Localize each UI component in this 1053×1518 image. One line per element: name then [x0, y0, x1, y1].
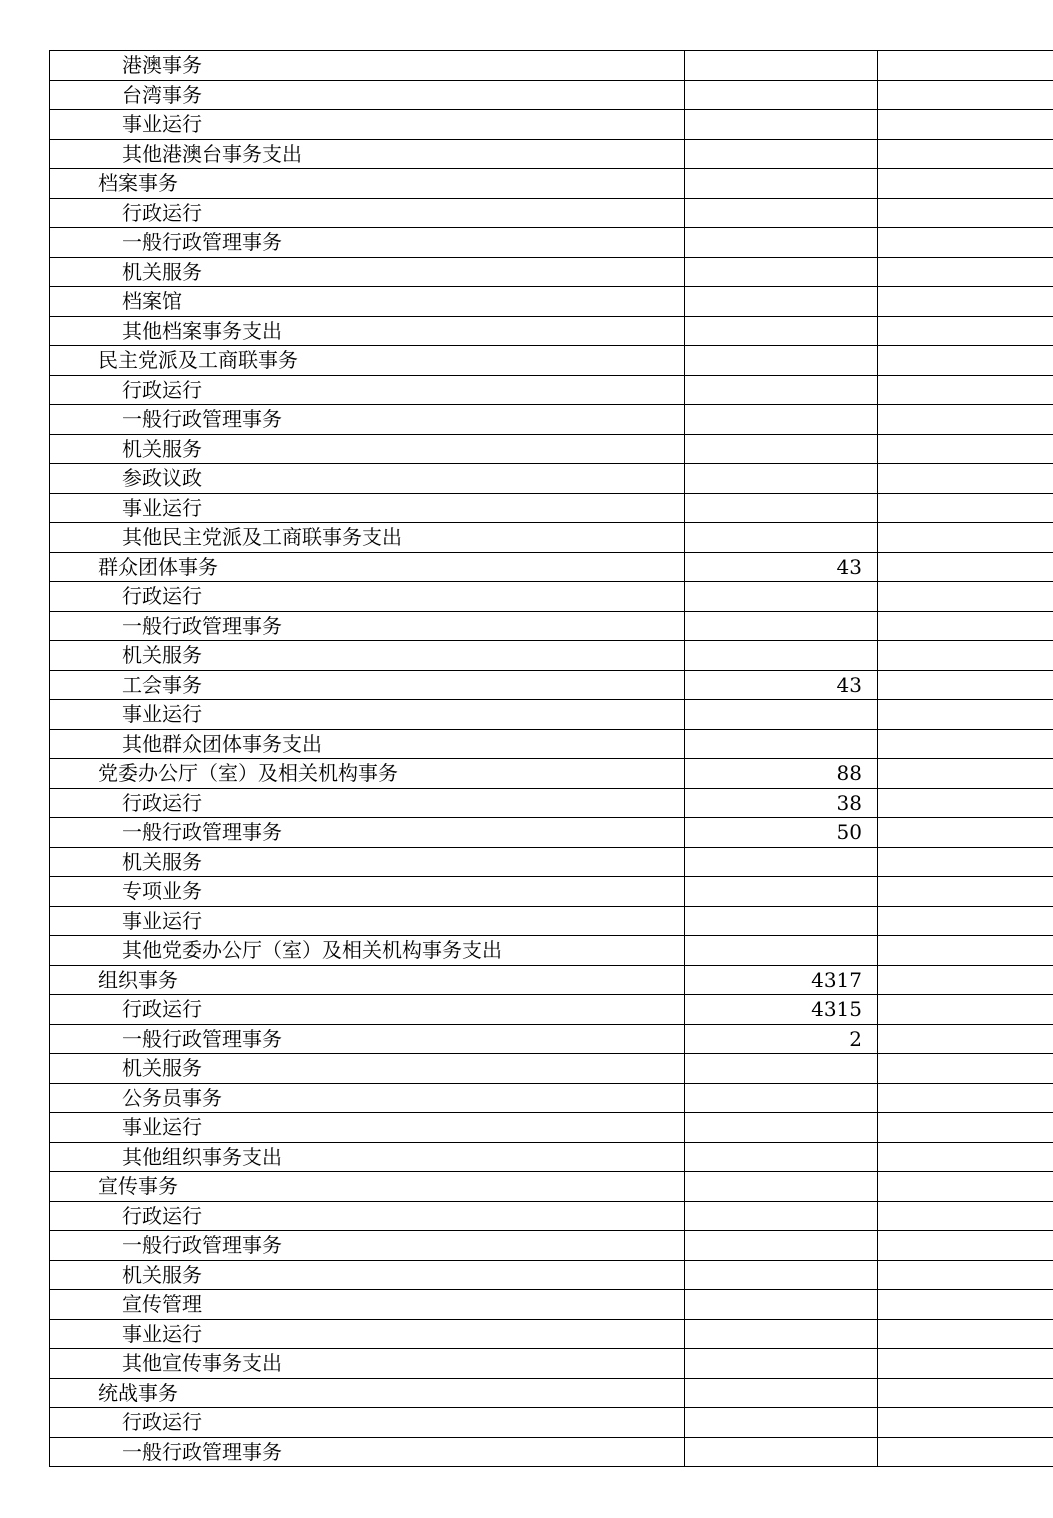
table-row	[50, 257, 1053, 287]
table-row	[50, 611, 1053, 641]
extra-cell	[878, 287, 1053, 317]
amount-cell	[685, 198, 878, 228]
extra-cell	[878, 700, 1053, 730]
item-name-cell: 宣传管理	[50, 1290, 685, 1320]
item-name-cell: 宣传事务	[50, 1172, 685, 1202]
item-name-cell: 行政运行	[50, 995, 685, 1025]
item-name-cell: 一般行政管理事务	[50, 1024, 685, 1054]
table-row	[50, 847, 1053, 877]
table-row	[50, 1349, 1053, 1379]
table-row	[50, 788, 1053, 818]
extra-cell	[878, 1231, 1053, 1261]
table-row	[50, 1319, 1053, 1349]
extra-cell	[878, 169, 1053, 199]
amount-cell: 50	[685, 818, 878, 848]
amount-cell	[685, 700, 878, 730]
extra-cell	[878, 1319, 1053, 1349]
amount-cell	[685, 257, 878, 287]
extra-cell	[878, 1142, 1053, 1172]
extra-cell	[878, 1083, 1053, 1113]
table-row	[50, 493, 1053, 523]
amount-cell	[685, 582, 878, 612]
amount-cell	[685, 1290, 878, 1320]
item-name-cell: 专项业务	[50, 877, 685, 907]
item-name-cell: 行政运行	[50, 788, 685, 818]
amount-cell	[685, 1113, 878, 1143]
amount-cell	[685, 1319, 878, 1349]
item-name-cell: 一般行政管理事务	[50, 818, 685, 848]
table-row	[50, 1083, 1053, 1113]
extra-cell	[878, 936, 1053, 966]
table-row	[50, 1142, 1053, 1172]
amount-cell	[685, 1142, 878, 1172]
extra-cell	[878, 493, 1053, 523]
table-row	[50, 405, 1053, 435]
amount-cell: 4315	[685, 995, 878, 1025]
extra-cell	[878, 228, 1053, 258]
item-name-cell: 其他组织事务支出	[50, 1142, 685, 1172]
amount-cell	[685, 1172, 878, 1202]
extra-cell	[878, 552, 1053, 582]
item-name-cell: 一般行政管理事务	[50, 611, 685, 641]
amount-cell	[685, 1260, 878, 1290]
amount-cell	[685, 1349, 878, 1379]
extra-cell	[878, 641, 1053, 671]
item-name-cell: 事业运行	[50, 1319, 685, 1349]
amount-cell: 88	[685, 759, 878, 789]
item-name-cell: 工会事务	[50, 670, 685, 700]
item-name-cell: 机关服务	[50, 434, 685, 464]
extra-cell	[878, 346, 1053, 376]
table-row	[50, 346, 1053, 376]
table-row	[50, 228, 1053, 258]
extra-cell	[878, 611, 1053, 641]
amount-cell	[685, 1054, 878, 1084]
item-name-cell: 事业运行	[50, 906, 685, 936]
item-name-cell: 事业运行	[50, 110, 685, 140]
item-name-cell: 一般行政管理事务	[50, 228, 685, 258]
table-row	[50, 1378, 1053, 1408]
extra-cell	[878, 847, 1053, 877]
table-row	[50, 80, 1053, 110]
extra-cell	[878, 464, 1053, 494]
amount-cell	[685, 228, 878, 258]
extra-cell	[878, 80, 1053, 110]
amount-cell: 2	[685, 1024, 878, 1054]
table-row	[50, 582, 1053, 612]
amount-cell	[685, 287, 878, 317]
expenditure-table	[49, 50, 1053, 1467]
table-row	[50, 759, 1053, 789]
table-row	[50, 1437, 1053, 1467]
item-name-cell: 统战事务	[50, 1378, 685, 1408]
extra-cell	[878, 995, 1053, 1025]
item-name-cell: 事业运行	[50, 700, 685, 730]
table-row	[50, 434, 1053, 464]
extra-cell	[878, 670, 1053, 700]
item-name-cell: 一般行政管理事务	[50, 1231, 685, 1261]
extra-cell	[878, 729, 1053, 759]
item-name-cell: 公务员事务	[50, 1083, 685, 1113]
amount-cell	[685, 80, 878, 110]
extra-cell	[878, 1378, 1053, 1408]
extra-cell	[878, 405, 1053, 435]
amount-cell	[685, 1437, 878, 1467]
item-name-cell: 机关服务	[50, 847, 685, 877]
item-name-cell: 行政运行	[50, 375, 685, 405]
table-row	[50, 906, 1053, 936]
extra-cell	[878, 1113, 1053, 1143]
table-row	[50, 641, 1053, 671]
extra-cell	[878, 139, 1053, 169]
amount-cell	[685, 405, 878, 435]
amount-cell	[685, 729, 878, 759]
table-row	[50, 552, 1053, 582]
amount-cell	[685, 1201, 878, 1231]
item-name-cell: 其他党委办公厅（室）及相关机构事务支出	[50, 936, 685, 966]
extra-cell	[878, 375, 1053, 405]
item-name-cell: 台湾事务	[50, 80, 685, 110]
extra-cell	[878, 51, 1053, 81]
table-row	[50, 1054, 1053, 1084]
table-row	[50, 995, 1053, 1025]
extra-cell	[878, 1349, 1053, 1379]
extra-cell	[878, 1408, 1053, 1438]
amount-cell	[685, 493, 878, 523]
amount-cell	[685, 936, 878, 966]
table-row	[50, 877, 1053, 907]
table-row	[50, 700, 1053, 730]
item-name-cell: 机关服务	[50, 1054, 685, 1084]
table-row	[50, 316, 1053, 346]
item-name-cell: 其他民主党派及工商联事务支出	[50, 523, 685, 553]
table-row	[50, 1231, 1053, 1261]
item-name-cell: 行政运行	[50, 1408, 685, 1438]
table-row	[50, 1172, 1053, 1202]
item-name-cell: 档案馆	[50, 287, 685, 317]
item-name-cell: 机关服务	[50, 257, 685, 287]
table-body	[50, 51, 1053, 1467]
extra-cell	[878, 316, 1053, 346]
table-row	[50, 670, 1053, 700]
item-name-cell: 一般行政管理事务	[50, 405, 685, 435]
table-row	[50, 110, 1053, 140]
table-row	[50, 287, 1053, 317]
extra-cell	[878, 965, 1053, 995]
extra-cell	[878, 257, 1053, 287]
item-name-cell: 其他档案事务支出	[50, 316, 685, 346]
extra-cell	[878, 1201, 1053, 1231]
item-name-cell: 事业运行	[50, 493, 685, 523]
table-row	[50, 1024, 1053, 1054]
item-name-cell: 行政运行	[50, 198, 685, 228]
extra-cell	[878, 1172, 1053, 1202]
item-name-cell: 参政议政	[50, 464, 685, 494]
extra-cell	[878, 110, 1053, 140]
item-name-cell: 其他宣传事务支出	[50, 1349, 685, 1379]
extra-cell	[878, 198, 1053, 228]
table-row	[50, 965, 1053, 995]
item-name-cell: 群众团体事务	[50, 552, 685, 582]
extra-cell	[878, 1290, 1053, 1320]
amount-cell	[685, 906, 878, 936]
extra-cell	[878, 1437, 1053, 1467]
table-row	[50, 375, 1053, 405]
item-name-cell: 机关服务	[50, 641, 685, 671]
amount-cell	[685, 523, 878, 553]
item-name-cell: 行政运行	[50, 582, 685, 612]
amount-cell	[685, 434, 878, 464]
table-row	[50, 1290, 1053, 1320]
extra-cell	[878, 582, 1053, 612]
table-row	[50, 1201, 1053, 1231]
table-row	[50, 1260, 1053, 1290]
amount-cell: 4317	[685, 965, 878, 995]
extra-cell	[878, 1260, 1053, 1290]
extra-cell	[878, 906, 1053, 936]
amount-cell	[685, 1408, 878, 1438]
amount-cell	[685, 110, 878, 140]
item-name-cell: 民主党派及工商联事务	[50, 346, 685, 376]
amount-cell: 38	[685, 788, 878, 818]
amount-cell	[685, 139, 878, 169]
amount-cell	[685, 641, 878, 671]
table-row	[50, 1113, 1053, 1143]
amount-cell	[685, 1231, 878, 1261]
extra-cell	[878, 877, 1053, 907]
extra-cell	[878, 818, 1053, 848]
amount-cell	[685, 464, 878, 494]
table-row	[50, 936, 1053, 966]
item-name-cell: 组织事务	[50, 965, 685, 995]
item-name-cell: 其他港澳台事务支出	[50, 139, 685, 169]
amount-cell	[685, 877, 878, 907]
item-name-cell: 其他群众团体事务支出	[50, 729, 685, 759]
item-name-cell: 一般行政管理事务	[50, 1437, 685, 1467]
extra-cell	[878, 759, 1053, 789]
item-name-cell: 机关服务	[50, 1260, 685, 1290]
table-row	[50, 523, 1053, 553]
amount-cell	[685, 611, 878, 641]
table-row	[50, 51, 1053, 81]
amount-cell	[685, 316, 878, 346]
item-name-cell: 港澳事务	[50, 51, 685, 81]
amount-cell	[685, 1083, 878, 1113]
amount-cell	[685, 847, 878, 877]
item-name-cell: 党委办公厅（室）及相关机构事务	[50, 759, 685, 789]
table-row	[50, 1408, 1053, 1438]
amount-cell	[685, 375, 878, 405]
amount-cell	[685, 169, 878, 199]
amount-cell: 43	[685, 552, 878, 582]
extra-cell	[878, 434, 1053, 464]
table-row	[50, 818, 1053, 848]
table-row	[50, 169, 1053, 199]
amount-cell	[685, 346, 878, 376]
extra-cell	[878, 1024, 1053, 1054]
extra-cell	[878, 523, 1053, 553]
table-row	[50, 729, 1053, 759]
amount-cell	[685, 1378, 878, 1408]
extra-cell	[878, 788, 1053, 818]
table-row	[50, 198, 1053, 228]
extra-cell	[878, 1054, 1053, 1084]
item-name-cell: 行政运行	[50, 1201, 685, 1231]
amount-cell: 43	[685, 670, 878, 700]
table-row	[50, 464, 1053, 494]
amount-cell	[685, 51, 878, 81]
table-row	[50, 139, 1053, 169]
item-name-cell: 档案事务	[50, 169, 685, 199]
item-name-cell: 事业运行	[50, 1113, 685, 1143]
